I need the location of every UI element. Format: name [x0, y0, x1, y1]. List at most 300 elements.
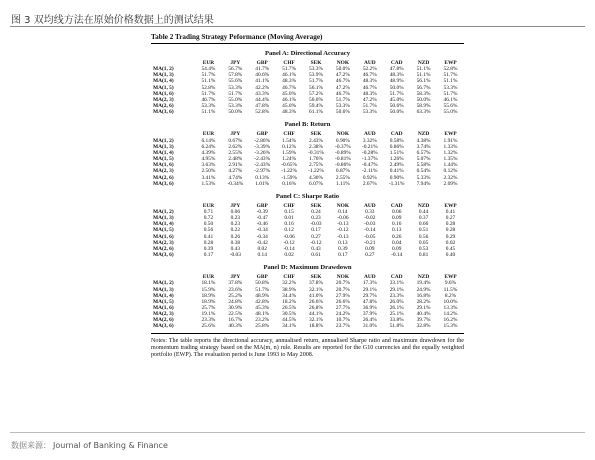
table-cell: 0.27	[311, 233, 321, 240]
table-cell: 5.07%	[416, 156, 431, 163]
table-cell: -2.43%	[254, 156, 271, 163]
column-header: CAD	[390, 202, 403, 209]
table-cell: -1.22%	[308, 168, 324, 175]
table-cell: 0.24	[311, 208, 321, 215]
table-cell: 26.6%	[309, 298, 323, 305]
table-cell: 51.7%	[228, 90, 243, 97]
table-cell: -0.31%	[308, 149, 324, 156]
column-header: AUD	[363, 274, 376, 281]
table-cell: -0.65%	[281, 162, 297, 169]
row-label: MA(2, 6)	[153, 317, 174, 324]
table-cell: 56.1%	[309, 84, 323, 91]
panels-container	[151, 50, 464, 330]
table-cell: 0.66	[418, 221, 429, 228]
table-cell: -0.81%	[335, 156, 351, 163]
table-cell: 3.74%	[416, 143, 431, 150]
table-cell: 18.9%	[201, 298, 216, 305]
table-cell: 48.3%	[362, 90, 377, 97]
row-label: MA(2, 3)	[153, 168, 174, 175]
table-cell: 42.8%	[255, 298, 270, 305]
table-cell: 0.41%	[389, 168, 404, 175]
table-cell: 46.7%	[201, 96, 216, 103]
table-cell: 23.7%	[335, 323, 350, 330]
table-cell: -1.37%	[361, 156, 378, 163]
table-cell: 33.8%	[389, 317, 404, 324]
table-cell: -0.47	[256, 215, 268, 222]
table-cell: 26.6%	[335, 298, 350, 305]
table-cell: 45.3%	[255, 305, 270, 311]
table-cell: 30.9%	[228, 305, 243, 311]
column-header: GBP	[256, 274, 268, 281]
table-cell: 0.01	[284, 215, 294, 222]
column-header: JPY	[230, 274, 241, 281]
table-cell: 41.1%	[255, 78, 270, 85]
table-top-rule	[151, 43, 464, 44]
table-cell: 0.16	[284, 221, 294, 228]
table-cell: -0.39	[256, 208, 268, 215]
panel-title: Panel C: Sharpe Ratio	[275, 192, 340, 200]
table-cell: 17.3%	[362, 280, 377, 287]
table-cell: 47.8%	[389, 66, 404, 73]
caption-divider	[10, 26, 585, 27]
column-header: NZD	[417, 60, 430, 66]
table-cell: 50.0%	[416, 96, 431, 103]
table-cell: 50.0%	[389, 84, 404, 91]
table-cell: 0.12	[284, 227, 294, 234]
column-header: EWP	[444, 274, 457, 281]
table-cell: 0.39	[203, 245, 214, 252]
row-label: MA(1, 5)	[153, 298, 174, 305]
row-label: MA(1, 3)	[153, 286, 174, 293]
table-cell: 57.8%	[228, 72, 243, 79]
table-cell: 51.1%	[443, 78, 458, 85]
row-label: MA(2, 3)	[153, 311, 174, 318]
table-cell: 10.7%	[335, 317, 350, 324]
row-label: MA(2, 6)	[153, 174, 174, 181]
table-cell: 29.1%	[416, 305, 431, 311]
table-cell: 0.15	[284, 208, 294, 215]
table-cell: 1.76%	[309, 156, 323, 163]
table-cell: 51.7%	[309, 78, 323, 85]
table-cell: 2.49%	[389, 162, 404, 169]
table-cell: 2.91%	[228, 162, 243, 169]
table-cell: 47.2%	[335, 72, 350, 79]
table-cell: 15.9%	[201, 286, 216, 293]
table-cell: 56.7%	[416, 84, 431, 91]
table-cell: 0.27	[365, 252, 375, 259]
row-label: MA(3, 6)	[153, 323, 174, 330]
source-text: Journal of Banking & Finance	[53, 441, 168, 450]
table-cell: 47.2%	[335, 84, 350, 91]
column-header: NOK	[336, 131, 350, 138]
table-cell: 47.8%	[362, 298, 377, 305]
column-header: SEK	[310, 202, 322, 209]
row-label: MA(1, 3)	[153, 215, 174, 222]
column-header: EUR	[202, 131, 215, 138]
table-cell: 47.8%	[255, 103, 270, 110]
panel-table	[151, 203, 464, 258]
table-cell: 4.74%	[228, 174, 243, 181]
table-cell: 10.0%	[443, 298, 458, 305]
table-cell: 0.87%	[335, 168, 350, 175]
table-cell: -0.21%	[361, 143, 378, 150]
table-cell: 57.2%	[309, 90, 323, 97]
table-title-block	[151, 33, 464, 44]
table-cell: 55.0%	[443, 109, 458, 116]
table-cell: 54.4%	[201, 66, 216, 73]
table-cell: 13.3%	[443, 305, 458, 311]
row-label: MA(1, 4)	[153, 78, 174, 85]
table-cell: 2.67%	[362, 180, 377, 187]
table-cell: -0.03	[364, 221, 376, 228]
column-header: AUD	[363, 131, 376, 138]
table-cell: 36.9%	[362, 305, 377, 311]
row-label: MA(1, 6)	[153, 90, 174, 97]
table-cell: 0.58%	[389, 137, 404, 144]
table-cell: 0.26	[230, 233, 241, 240]
table-cell: 0.72	[203, 215, 214, 222]
table-cell: 40.6%	[255, 72, 270, 79]
table-cell: 25.1%	[389, 311, 404, 318]
table-cell: 6.07%	[309, 180, 323, 187]
table-cell: -0.37%	[335, 143, 351, 150]
table-cell: 4.30%	[309, 174, 323, 181]
row-label: MA(3, 6)	[153, 180, 174, 187]
table-cell: 1.53%	[201, 180, 216, 187]
table-cell: 52.2%	[362, 66, 377, 73]
row-label: MA(1, 2)	[153, 137, 174, 144]
table-cell: 50.0%	[389, 109, 404, 116]
table-cell: 51.7%	[201, 90, 216, 97]
table-cell: 51.1%	[416, 66, 431, 73]
table-cell: 53.9%	[309, 72, 323, 79]
table-cell: 0.16%	[282, 180, 297, 187]
table-cell: 25.7%	[201, 305, 216, 311]
table-cell: 16.8%	[416, 292, 431, 299]
table-cell: 51.7%	[362, 103, 377, 110]
row-label: MA(2, 3)	[153, 96, 174, 103]
table-cell: 55.0%	[228, 96, 243, 103]
table-cell: 32.2%	[282, 280, 297, 287]
table-cell: 25.6%	[201, 323, 216, 330]
table-cell: 31.0%	[362, 323, 377, 330]
table-cell: 2.38%	[309, 143, 323, 150]
table-cell: 11.5%	[443, 286, 458, 293]
table-cell: 0.45	[445, 245, 456, 252]
table-cell: -2.43%	[254, 162, 271, 169]
row-label: MA(1, 5)	[153, 227, 174, 234]
table-cell: 53.3%	[228, 103, 243, 110]
table-cell: 53.3%	[443, 84, 458, 91]
column-header: GBP	[256, 131, 268, 138]
table-cell: 2.09%	[443, 180, 458, 187]
table-cell: 2.55%	[228, 149, 243, 156]
column-header: SEK	[310, 274, 322, 281]
table-cell: 51.7%	[443, 72, 458, 79]
table-cell: 0.09	[391, 215, 402, 222]
table-cell: -0.06	[283, 233, 295, 240]
table-cell: -0.14	[364, 227, 376, 234]
table-cell: 46.7%	[335, 90, 350, 97]
table-cell: -1.31%	[388, 180, 405, 187]
table-cell: -2.11%	[362, 168, 378, 175]
table-cell: 0.09	[391, 245, 402, 252]
table-cell: 6.57%	[416, 149, 431, 156]
table-cell: 53.3%	[201, 103, 216, 110]
table-cell: -0.34	[256, 233, 268, 240]
column-header: CAD	[390, 60, 403, 66]
table-cell: 0.14	[257, 252, 267, 259]
table-cell: 0.06	[391, 208, 402, 215]
table-cell: -0.13	[337, 221, 349, 228]
table-cell: 58.3%	[416, 90, 431, 97]
column-header: GBP	[256, 60, 268, 66]
table-cell: 1.35%	[443, 156, 458, 163]
table-cell: 51.7%	[282, 66, 297, 73]
table-cell: -2.97%	[254, 168, 271, 175]
table-cell: 55.6%	[228, 78, 243, 85]
table-cell: 25.2%	[228, 292, 243, 299]
table-cell: 0.09	[365, 245, 375, 252]
table-cell: 50.0%	[228, 109, 243, 116]
panel-table	[151, 131, 464, 186]
table-cell: 44.5%	[282, 317, 297, 324]
table-cell: 16.2%	[443, 317, 458, 324]
table-cell: -0.34	[256, 227, 268, 234]
table-cell: 0.28	[203, 239, 214, 246]
table-cell: 0.04	[391, 239, 402, 246]
table-cell: 3.32%	[362, 137, 377, 144]
source-line	[11, 440, 168, 451]
table-cell: 51.1%	[201, 109, 216, 116]
table-cell: 32.1%	[309, 317, 323, 324]
table-cell: 0.44	[418, 208, 429, 215]
table-cell: 20.7%	[335, 286, 350, 293]
table-cell: -0.13	[337, 233, 349, 240]
table-cell: 1.01%	[255, 180, 270, 187]
table-cell: -0.89%	[335, 149, 351, 156]
table-cell: 14.2%	[443, 311, 458, 318]
table-cell: 40.3%	[228, 323, 243, 330]
table-cell: 0.90%	[389, 174, 404, 181]
column-header: GBP	[256, 202, 268, 209]
table-cell: 56.1%	[416, 78, 431, 85]
table-cell: -0.14	[391, 252, 403, 259]
table-cell: 55.6%	[443, 103, 458, 110]
row-label: MA(1, 4)	[153, 149, 174, 156]
column-header: EUR	[202, 202, 215, 209]
table-cell: 51.7%	[335, 96, 350, 103]
column-header: NZD	[417, 131, 430, 138]
table-cell: 7.94%	[416, 180, 431, 187]
table-cell: 4.38%	[416, 137, 431, 144]
table-cell: 1.59%	[282, 149, 297, 156]
table-cell: 5.58%	[416, 162, 431, 169]
table-cell: 0.37	[418, 215, 429, 222]
table-cell: 9.6%	[444, 280, 457, 287]
table-cell: 51.7%	[201, 72, 216, 79]
table-cell: 0.33	[365, 208, 375, 215]
table-cell: 1.33%	[443, 143, 458, 150]
table-cell: -0.14	[283, 245, 295, 252]
table-cell: 46.7%	[335, 78, 350, 85]
row-label: MA(1, 5)	[153, 84, 174, 91]
row-label: MA(1, 2)	[153, 208, 174, 215]
table-cell: 52.8%	[201, 84, 216, 91]
table-cell: 0.17	[311, 227, 321, 234]
source-prefix: 数据来源：	[11, 441, 51, 450]
table-cell: -0.86%	[335, 162, 351, 169]
table-cell: 52.8%	[443, 66, 458, 73]
table-cell: 46.7%	[362, 72, 377, 79]
table-cell: 0.92%	[362, 174, 377, 181]
table-cell: 46.1%	[282, 72, 297, 79]
table-cell: 50.8%	[255, 280, 270, 287]
table-cell: 0.16	[391, 221, 402, 228]
table-cell: 53.3%	[362, 109, 377, 116]
table-cell: 23.2%	[255, 317, 270, 324]
table-cell: 24.8%	[228, 298, 243, 305]
table-cell: 0.13	[391, 227, 402, 234]
table-cell: 27.7%	[335, 305, 350, 311]
table-cell: 0.23	[311, 215, 321, 222]
table-cell: 34.4%	[282, 292, 297, 299]
table-notes: Notes: The table reports the directional accuracy, annualised return, annualised Sharpe ratio and maximum drawdown for the momentum trading strategy based on the MA(m, n) rule. Results are reported for the G10 currencies and the equally weighted portfolio (EWP). The evaluation period is June 1993 to May 2008.	[151, 337, 464, 359]
table-cell: 32.1%	[309, 286, 323, 293]
table-cell: -0.46	[256, 221, 268, 228]
table-cell: 63.3%	[416, 109, 431, 116]
table-cell: -0.03	[229, 252, 241, 259]
column-header: EWP	[444, 60, 457, 66]
table-cell: 18.2%	[282, 298, 297, 305]
table-cell: 4.39%	[201, 149, 216, 156]
table-cell: 45.0%	[389, 96, 404, 103]
column-header: NZD	[417, 274, 430, 281]
table-cell: 58.9%	[416, 103, 431, 110]
table-cell: 27.9%	[335, 292, 350, 299]
table-cell: 0.17	[338, 252, 348, 259]
table-cell: 51.1%	[201, 78, 216, 85]
panel-title: Panel D: Maximum Drawdown	[263, 264, 352, 272]
source-divider	[10, 432, 585, 433]
table-cell: 42.2%	[255, 84, 270, 91]
table-cell: -0.03	[310, 221, 322, 228]
table-cell: 59.4%	[309, 103, 323, 110]
table-cell: 53.3%	[309, 66, 323, 73]
row-label: MA(2, 6)	[153, 103, 174, 110]
table-cell: 0.43	[311, 245, 321, 252]
table-cell: 26.1%	[389, 305, 404, 311]
table-cell: 47.2%	[362, 96, 377, 103]
table-cell: 26.5%	[282, 305, 297, 311]
column-header: CHF	[283, 60, 295, 66]
table-cell: 0.81	[418, 252, 429, 259]
table-cell: 0.06	[230, 208, 241, 215]
table-cell: 53.3%	[335, 103, 350, 110]
table-cell: 51.1%	[416, 72, 431, 79]
table-row	[151, 181, 464, 187]
table-cell: -0.12	[310, 239, 322, 246]
table-cell: 0.56	[203, 227, 214, 234]
row-label: MA(1, 6)	[153, 305, 174, 311]
table-cell: 16.7%	[228, 317, 243, 324]
column-header: NOK	[336, 274, 350, 281]
table-cell: 0.12%	[282, 143, 297, 150]
table-cell: 26.4%	[362, 317, 377, 324]
table-cell: 0.26	[391, 233, 402, 240]
panel-table	[151, 274, 464, 329]
table-cell: 0.90%	[335, 137, 350, 144]
table-cell: -3.39%	[254, 143, 271, 150]
table-cell: 6.24%	[201, 143, 216, 150]
table-cell: 1.44%	[443, 162, 458, 169]
table-cell: 0.05	[418, 239, 429, 246]
table-cell: 50.0%	[309, 96, 323, 103]
table-cell: 1.24%	[282, 156, 297, 163]
table-cell: -0.42	[256, 239, 268, 246]
row-label: MA(2, 3)	[153, 239, 174, 246]
table-cell: -0.02	[364, 215, 376, 222]
table-cell: -0.21	[364, 239, 376, 246]
table-cell: 41.7%	[255, 66, 270, 73]
column-header: CHF	[283, 202, 295, 209]
table-cell: 46.1%	[282, 96, 297, 103]
table-cell: 3.63%	[201, 162, 216, 169]
row-label: MA(2, 6)	[153, 245, 174, 252]
table-cell: 18.8%	[309, 323, 323, 330]
table-cell: 5.33%	[416, 174, 431, 181]
table-cell: 28.2%	[416, 298, 431, 305]
column-header: EWP	[444, 202, 457, 209]
row-label: MA(1, 6)	[153, 233, 174, 240]
table-cell: 29.7%	[362, 292, 377, 299]
column-header: CHF	[283, 131, 295, 138]
table-cell: 0.28	[445, 227, 456, 234]
table-cell: 2.50%	[201, 168, 216, 175]
table-cell: 48.9%	[255, 292, 270, 299]
table-cell: 32.8%	[416, 323, 431, 330]
column-header: JPY	[230, 202, 241, 209]
table-cell: 8.2%	[444, 292, 457, 299]
table-cell: 0.51	[418, 227, 429, 234]
table-cell: 1.91%	[443, 137, 458, 144]
table-cell: 0.27	[445, 215, 456, 222]
table-cell: 45.0%	[282, 103, 297, 110]
column-header: SEK	[310, 60, 322, 66]
table-cell: 0.41	[445, 208, 456, 215]
table-cell: 0.28	[445, 221, 456, 228]
table-cell: -0.34%	[227, 180, 244, 187]
table-cell: 48.3%	[282, 78, 297, 85]
table-cell: 23.3%	[201, 317, 216, 324]
column-header: CAD	[390, 274, 403, 281]
row-label: MA(3, 6)	[153, 252, 174, 259]
table-cell: 43.3%	[255, 90, 270, 97]
column-header: AUD	[363, 60, 376, 66]
table-cell: 37.9%	[362, 311, 377, 318]
table-cell: 24.9%	[416, 286, 431, 293]
table-cell: 50.6%	[389, 103, 404, 110]
table-cell: 4.95%	[201, 156, 216, 163]
table-cell: 0.13	[338, 239, 348, 246]
row-label: MA(1, 4)	[153, 292, 174, 299]
table-cell: -2.80%	[254, 137, 271, 144]
row-label: MA(1, 3)	[153, 143, 174, 150]
table-cell: 19.1%	[201, 311, 216, 318]
table-cell: 46.7%	[362, 84, 377, 91]
table-cell: 52.8%	[255, 109, 270, 116]
panel-title: Panel A: Directional Accuracy	[264, 50, 351, 57]
